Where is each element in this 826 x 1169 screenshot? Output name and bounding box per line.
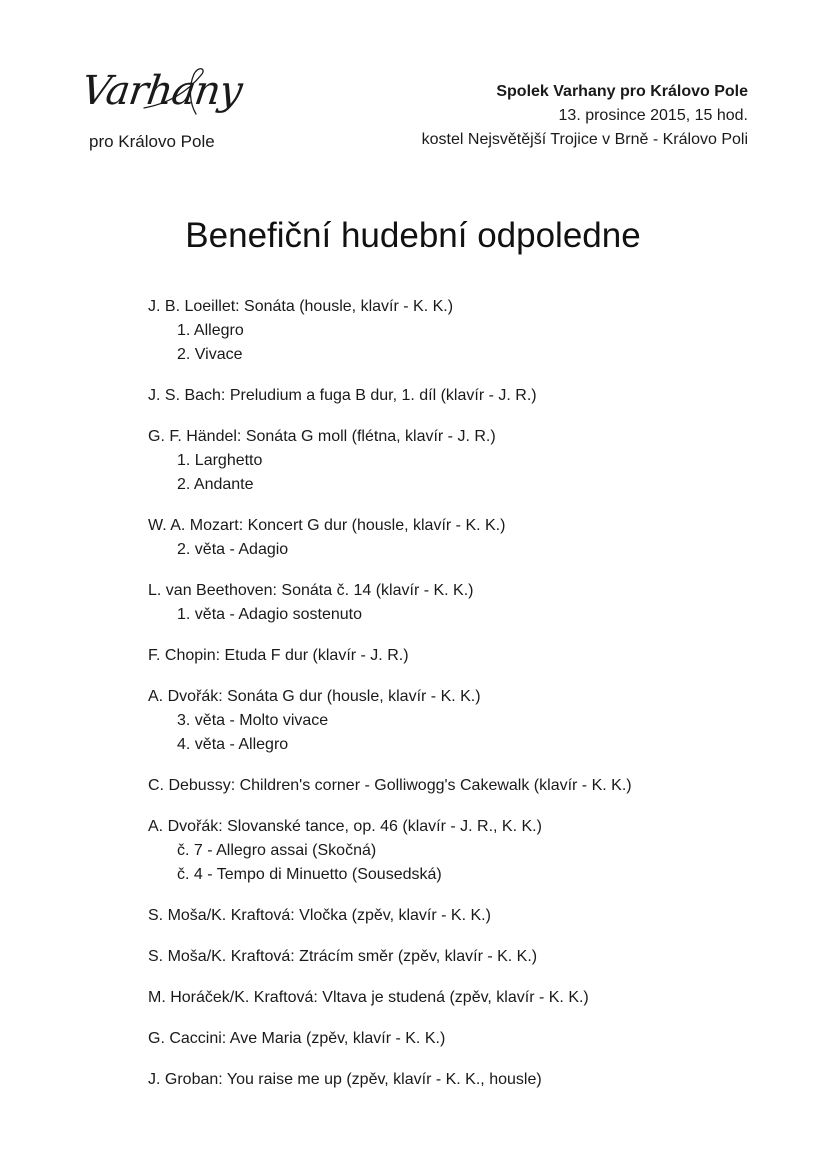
program-item-title: G. Caccini: Ave Maria (zpěv, klavír - K. K.) [148,1030,446,1047]
program-item-title: S. Moša/K. Kraftová: Vločka (zpěv, klavír - K. K.) [148,907,491,924]
program-item-movement: 3. věta - Molto vivace [177,712,329,729]
program-item-movement: 1. Larghetto [177,452,263,469]
program-item [148,295,788,367]
program-item-title: J. S. Bach: Preludium a fuga B dur, 1. díl (klavír - J. R.) [148,387,537,404]
program-item-title: S. Moša/K. Kraftová: Ztrácím směr (zpěv, klavír - K. K.) [148,948,538,965]
program-item [148,986,788,1010]
logo-subtitle: pro Královo Pole [89,132,215,151]
program-item-title: J. Groban: You raise me up (zpěv, klavír - K. K., housle) [148,1071,542,1088]
program-item [148,579,788,627]
program-item-title: A. Dvořák: Slovanské tance, op. 46 (klavír - J. R., K. K.) [148,818,542,835]
program-item [148,815,788,887]
program-item-title: M. Horáček/K. Kraftová: Vltava je studená (zpěv, klavír - K. K.) [148,989,589,1006]
logo-script-text: Varhany [78,68,245,114]
program-item [148,945,788,969]
program-item [148,384,788,408]
event-header [422,80,748,152]
program-item-movement: č. 4 - Tempo di Minuetto (Sousedská) [177,866,442,883]
program-item [148,685,788,757]
program-item-movement: č. 7 - Allegro assai (Skočná) [177,842,377,859]
program-item [148,514,788,562]
program-list [148,295,788,1109]
program-item-title: L. van Beethoven: Sonáta č. 14 (klavír - K. K.) [148,582,474,599]
organization-logo [78,64,245,156]
organization-name: Spolek Varhany pro Královo Pole [496,83,748,100]
event-venue: kostel Nejsvětější Trojice v Brně - Královo Poli [421,131,748,148]
program-item-title: C. Debussy: Children's corner - Golliwogg's Cakewalk (klavír - K. K.) [148,777,632,794]
program-item-movement: 2. Andante [177,476,254,493]
program-item-title: A. Dvořák: Sonáta G dur (housle, klavír - K. K.) [148,688,481,705]
event-date-time: 13. prosince 2015, 15 hod. [558,107,748,124]
program-item-title: G. F. Händel: Sonáta G moll (flétna, klavír - J. R.) [148,428,496,445]
page-title: Benefiční hudební odpoledne [185,216,641,255]
program-item-movement: 2. věta - Adagio [177,541,289,558]
program-item [148,904,788,928]
program-item-title: J. B. Loeillet: Sonáta (housle, klavír - K. K.) [148,298,454,315]
program-item-movement: 1. věta - Adagio sostenuto [177,606,363,623]
program-item [148,774,788,798]
program-item [148,1027,788,1051]
program-item-movement: 1. Allegro [177,322,244,339]
program-item [148,644,788,668]
program-item [148,1068,788,1092]
program-item-title: F. Chopin: Etuda F dur (klavír - J. R.) [148,647,409,664]
program-item-movement: 2. Vivace [177,346,243,363]
program-item-movement: 4. věta - Allegro [177,736,289,753]
program-item-title: W. A. Mozart: Koncert G dur (housle, klavír - K. K.) [148,517,506,534]
program-item [148,425,788,497]
